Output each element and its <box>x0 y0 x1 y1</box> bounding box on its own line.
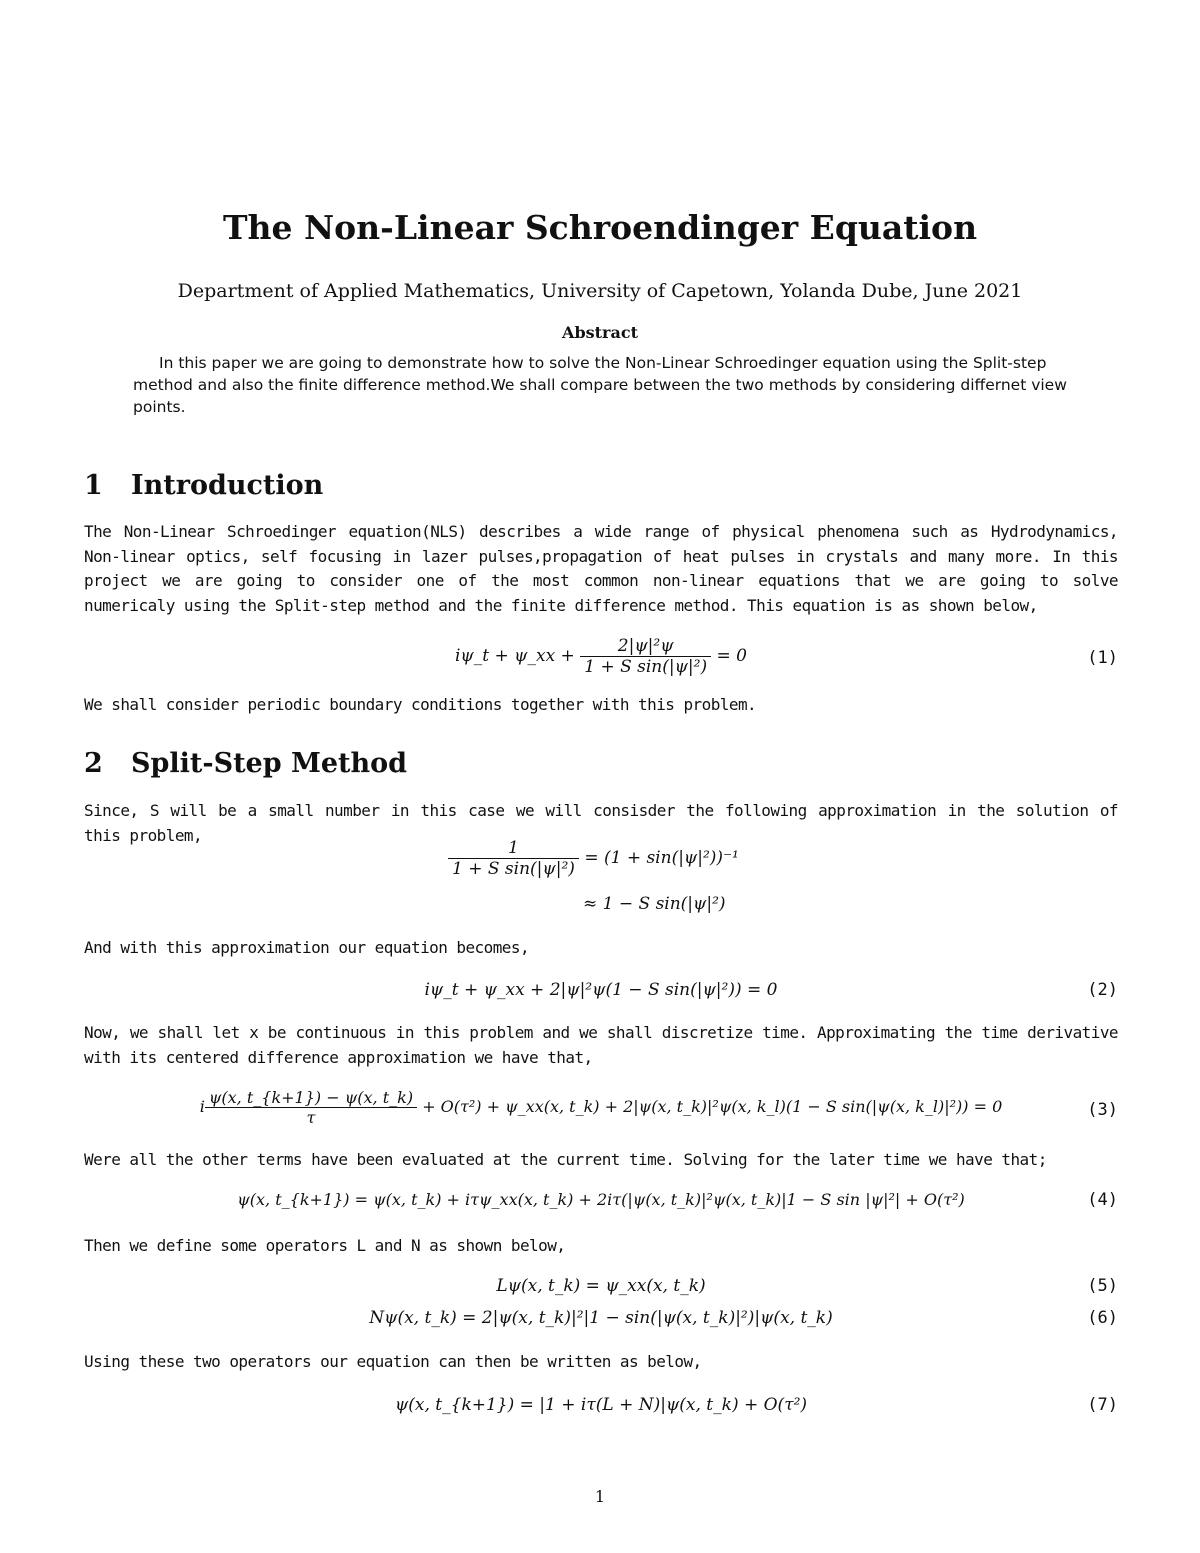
paragraph-then: Then we define some operators L and N as shown below, <box>84 1236 566 1255</box>
approx-fraction <box>448 838 579 879</box>
section-number: 2 <box>84 748 103 779</box>
equation-6 <box>84 1308 1118 1352</box>
approx-line-2: ≈ 1 − S sin(|ψ|²) <box>583 894 726 914</box>
eq6-body: Nψ(x, t_k) = 2|ψ(x, t_k)|²|1 − sin(|ψ(x, t_k)|²)|ψ(x, t_k) <box>369 1308 833 1328</box>
eq3-numerator: ψ(x, t_{k+1}) − ψ(x, t_k) <box>205 1088 417 1108</box>
eq2-body: iψ_t + ψ_xx + 2|ψ|²ψ(1 − S sin(|ψ|²)) = 0 <box>424 980 778 1000</box>
approx-numerator: 1 <box>448 838 579 859</box>
approx-line-1 <box>448 838 739 879</box>
eq1-denominator: 1 + S sin(|ψ|²) <box>584 657 708 677</box>
paragraph-were: Were all the other terms have been evaluated at the current time. Solving for the later time we have that; <box>84 1150 1047 1169</box>
eq4-label: (4) <box>1087 1190 1118 1210</box>
page-number: 1 <box>594 1487 606 1506</box>
eq1-rhs: = 0 <box>716 646 747 666</box>
paragraph-periodic: We shall consider periodic boundary conditions together with this problem. <box>84 695 757 714</box>
eq7-body: ψ(x, t_{k+1}) = |1 + iτ(L + N)|ψ(x, t_k) + O(τ²) <box>394 1395 808 1415</box>
equation-4 <box>84 1190 1118 1234</box>
eq1-label: (1) <box>1087 648 1118 668</box>
eq4-body: ψ(x, t_{k+1}) = ψ(x, t_k) + iτψ_xx(x, t_k) + 2iτ(|ψ(x, t_k)|²ψ(x, t_k)|1 − S sin |ψ|²| + O(τ²) <box>237 1190 965 1209</box>
equation-1 <box>84 636 1118 680</box>
eq7-label: (7) <box>1087 1395 1118 1415</box>
eq1-fraction <box>580 636 711 677</box>
equation-3 <box>84 1088 1118 1132</box>
paragraph-intro: The Non-Linear Schroedinger equation(NLS) describes a wide range of physical phenomena such as Hydrodynamics, Non-linear optics, self focusing in lazer pulses,propagation of heat pulses in crystals and many more. In this project we are going to consider one of the most common non-linear equations that we are going to solve numericaly using the Split-step method and the finite difference method. This equation is as shown below, <box>84 522 1118 615</box>
eq6-label: (6) <box>1087 1308 1118 1328</box>
eq1-lhs: iψ_t + ψ_xx + <box>455 646 575 666</box>
eq3-denominator: τ <box>306 1108 316 1127</box>
section-heading-introduction <box>84 470 323 501</box>
equation-2 <box>84 980 1118 1024</box>
eq5-label: (5) <box>1087 1276 1118 1296</box>
abstract-heading: Abstract <box>562 323 638 342</box>
eq3-label: (3) <box>1087 1100 1118 1120</box>
paper-title: The Non-Linear Schroendinger Equation <box>222 208 978 247</box>
paragraph-approx: And with this approximation our equation becomes, <box>84 938 530 957</box>
eq3-rest: + O(τ²) + ψ_xx(x, t_k) + 2|ψ(x, t_k)|²ψ(x, k_l)(1 − S sin(|ψ(x, k_l)|²)) = 0 <box>422 1097 1003 1116</box>
eq5-body: Lψ(x, t_k) = ψ_xx(x, t_k) <box>496 1276 706 1296</box>
eq2-label: (2) <box>1087 980 1118 1000</box>
section-title: Introduction <box>131 470 324 501</box>
eq3-fraction <box>205 1088 417 1127</box>
eq3-prefix: i <box>199 1097 205 1116</box>
paragraph-using: Using these two operators our equation can then be written as below, <box>84 1352 702 1371</box>
approx-rhs: = (1 + sin(|ψ|²))⁻¹ <box>584 848 739 868</box>
eq1-numerator: 2|ψ|²ψ <box>580 636 711 657</box>
section-title: Split-Step Method <box>131 748 408 779</box>
abstract-text: In this paper we are going to demonstrate how to solve the Non-Linear Schroedinger equation using the Split-step method and also the finite difference method.We shall compare between the two methods by considering differnet view points. <box>133 354 1067 416</box>
author-affiliation: Department of Applied Mathematics, University of Capetown, Yolanda Dube, June 2021 <box>177 280 1023 302</box>
approx-denominator: 1 + S sin(|ψ|²) <box>452 859 575 879</box>
paragraph-since: Since, S will be a small number in this case we will consisder the following approximation in the solution of this problem, <box>84 801 1118 845</box>
equation-7 <box>84 1395 1118 1439</box>
section-number: 1 <box>84 470 103 501</box>
section-heading-split-step <box>84 748 407 779</box>
paragraph-now: Now, we shall let x be continuous in this problem and we shall discretize time. Approximating the time derivative with its centered difference approximation we have that, <box>84 1023 1118 1067</box>
